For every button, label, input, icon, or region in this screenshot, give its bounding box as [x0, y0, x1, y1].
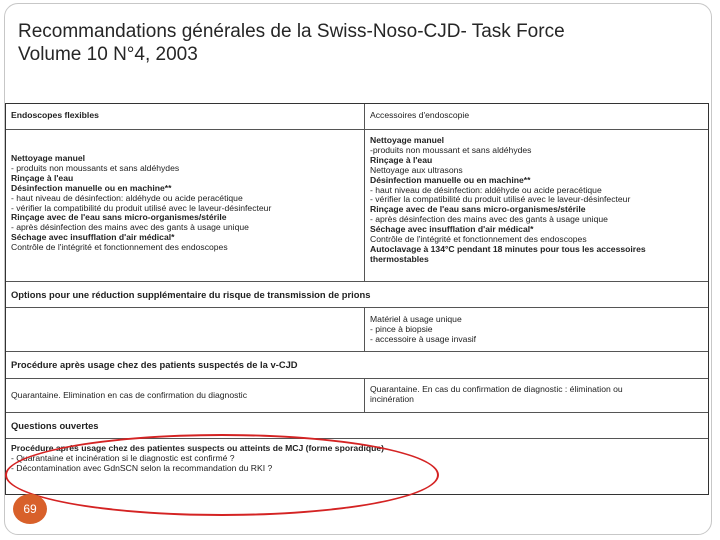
procedure-right-cell: [365, 379, 708, 412]
cell-line: Rinçage à l'eau: [11, 172, 74, 183]
highlight-oval: [5, 434, 439, 516]
cell-line: - vérifier la compatibilité du produit utilisé avec le laveur-désinfecteur: [11, 202, 272, 213]
left-cleaning-cell: [6, 130, 365, 281]
cell-line: Rinçage à l'eau: [370, 154, 433, 165]
cell-line: - vérifier la compatibilité du produit utilisé avec le laveur-désinfecteur: [370, 194, 631, 205]
cell-line: - après désinfection des mains avec des gants à usage unique: [370, 214, 608, 225]
title-line-1: Recommandations générales de la Swiss-Noso-CJD- Task Force: [18, 21, 565, 42]
cell-line: Autoclavage à 134°C pendant 18 minutes pour tous les accessoires: [370, 243, 646, 254]
procedure-row: [6, 379, 708, 413]
cell-line: Contrôle de l'intégrité et fonctionnement des endoscopes: [11, 242, 228, 253]
procedure-heading-row: [6, 352, 708, 379]
right-cleaning-cell: [365, 130, 708, 281]
cell-line: -produits non moussant et sans aldéhydes: [370, 144, 532, 155]
cell-line: - après désinfection des mains avec des gants à usage unique: [11, 222, 249, 233]
options-left-cell: [6, 308, 365, 351]
cell-line: - haut niveau de désinfection: aldéhyde ou acide peracétique: [11, 192, 243, 203]
cell-line: Nettoyage manuel: [370, 135, 445, 145]
open-question-line: - Quarantaine et incinération si le diagnostic est confirmé ?: [11, 452, 235, 463]
cell-line: Désinfection manuelle ou en machine**: [11, 182, 172, 193]
options-line: - accessoire à usage invasif: [370, 333, 477, 344]
procedure-heading: Procédure après usage chez des patients suspectés de la v-CJD: [11, 359, 298, 370]
procedure-left-cell: Quarantaine. Elimination en cas de confirmation du diagnostic: [6, 379, 365, 412]
cell-line: - haut niveau de désinfection: aldéhyde ou acide peracétique: [370, 184, 602, 195]
document-table: [5, 103, 709, 495]
options-line: - pince à biopsie: [370, 323, 433, 334]
table-row-cleaning: [6, 130, 708, 282]
cell-line: Désinfection manuelle ou en machine**: [370, 174, 531, 185]
cell-line: thermostables: [370, 253, 429, 264]
cell-line: Rinçage avec de l'eau sans micro-organismes/stérile: [11, 212, 227, 223]
open-questions-heading: Questions ouvertes: [11, 420, 99, 431]
header-endoscopes: Endoscopes flexibles: [6, 104, 365, 129]
page-number-badge: 69: [13, 494, 47, 524]
options-heading: Options pour une réduction supplémentaire du risque de transmission de prions: [11, 289, 371, 300]
open-question-line: - Décontamination avec GdnSCN selon la recommandation du RKI ?: [11, 462, 273, 473]
open-questions-heading-row: [6, 413, 708, 439]
cell-line: Rinçage avec de l'eau sans micro-organismes/stérile: [370, 204, 586, 215]
table-header-row: [6, 104, 708, 130]
procedure-right-line: incinération: [370, 393, 414, 404]
options-heading-row: [6, 282, 708, 308]
title-line-2: Volume 10 N°4, 2003: [18, 44, 198, 65]
cell-line: Nettoyage manuel: [11, 153, 86, 163]
options-row: [6, 308, 708, 352]
header-accessoires: Accessoires d'endoscopie: [370, 110, 470, 120]
cell-line: Séchage avec insufflation d'air médical*: [370, 224, 534, 235]
options-right-cell: [365, 308, 708, 351]
options-line: Matériel à usage unique: [370, 314, 462, 324]
procedure-right-line: Quarantaine. En cas du confirmation de diagnostic : élimination ou: [370, 384, 623, 394]
cell-line: Nettoyage aux ultrasons: [370, 164, 463, 175]
cell-line: Contrôle de l'intégrité et fonctionnement des endoscopes: [370, 234, 587, 245]
cell-line: Séchage avec insufflation d'air médical*: [11, 232, 175, 243]
slide-title: [18, 20, 698, 66]
open-question-line: Procédure après usage chez des patientes suspects ou atteints de MCJ (forme sporadique): [11, 443, 384, 453]
cell-line: - produits non moussants et sans aldéhydes: [11, 162, 180, 173]
